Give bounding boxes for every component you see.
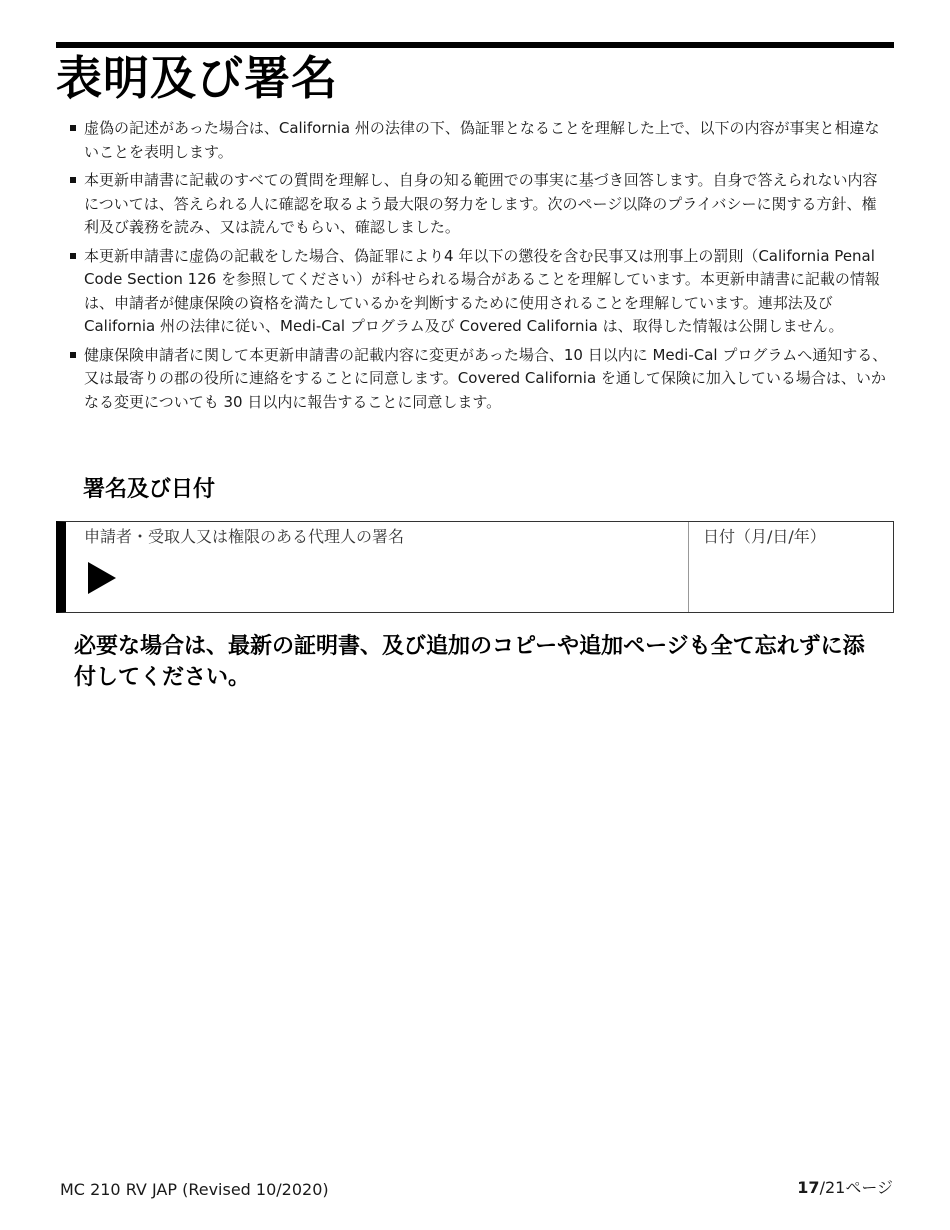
bullet-icon <box>70 177 76 183</box>
form-id: MC 210 RV JAP (Revised 10/2020) <box>60 1180 329 1199</box>
page-number <box>797 1178 893 1198</box>
date-field[interactable] <box>689 522 893 612</box>
arrow-right-icon <box>88 562 116 594</box>
signature-field[interactable] <box>66 522 689 612</box>
statement-text: 健康保険申請者に関して本更新申請書の記載内容に変更があった場合、10 日以内に Medi-Cal プログラムへ通知する、又は最寄りの郡の役所に連絡をすることに同意します。Covered California を通して保険に加入している場合は、いかなる変更についても 30 日以内に報告することに同意します。 <box>84 345 888 411</box>
page-current: 17 <box>797 1178 820 1197</box>
list-item <box>70 245 888 339</box>
statement-text: 虚偽の記述があった場合は、California 州の法律の下、偽証罪となることを理解した上で、以下の内容が事実と相違ないことを表明します。 <box>84 119 880 161</box>
bullet-icon <box>70 253 76 259</box>
signature-label: 申請者・受取人又は権限のある代理人の署名 <box>84 527 405 546</box>
list-item <box>70 169 888 240</box>
signature-section-heading: 署名及び日付 <box>83 477 216 502</box>
attachment-note: 必要な場合は、最新の証明書、及び追加のコピーや追加ページも全て忘れずに添付してください。 <box>74 634 865 690</box>
statement-list <box>70 117 888 419</box>
list-item <box>70 344 888 415</box>
list-item <box>70 117 888 164</box>
page-title: 表明及び署名 <box>56 51 338 105</box>
date-label: 日付（月/日/年） <box>703 527 826 546</box>
page-total: /21ページ <box>819 1178 893 1197</box>
title-rule <box>56 42 894 48</box>
bullet-icon <box>70 125 76 131</box>
statement-text: 本更新申請書に虚偽の記載をした場合、偽証罪により4 年以下の懲役を含む民事又は刑事上の罰則（California Penal Code Section 126 を参照してください）が科せられる場合があることを理解しています。本更新申請書に記載の情報は、申請者が健康保険の資格を満たしているかを判断するために使用されることを理解しています。連邦法及び California 州の法律に従い、Medi-Cal プログラム及び Covered California は、取得した情報は公開しません。 <box>84 246 880 335</box>
signature-date-box <box>56 521 894 613</box>
bullet-icon <box>70 352 76 358</box>
statement-text: 本更新申請書に記載のすべての質問を理解し、自身の知る範囲での事実に基づき回答します。自身で答えられない内容については、答えられる人に確認を取るよう最大限の努力をします。次のページ以降のプライバシーに関する方針、権利及び義務を読み、又は読んでもらい、確認しました。 <box>84 171 878 236</box>
